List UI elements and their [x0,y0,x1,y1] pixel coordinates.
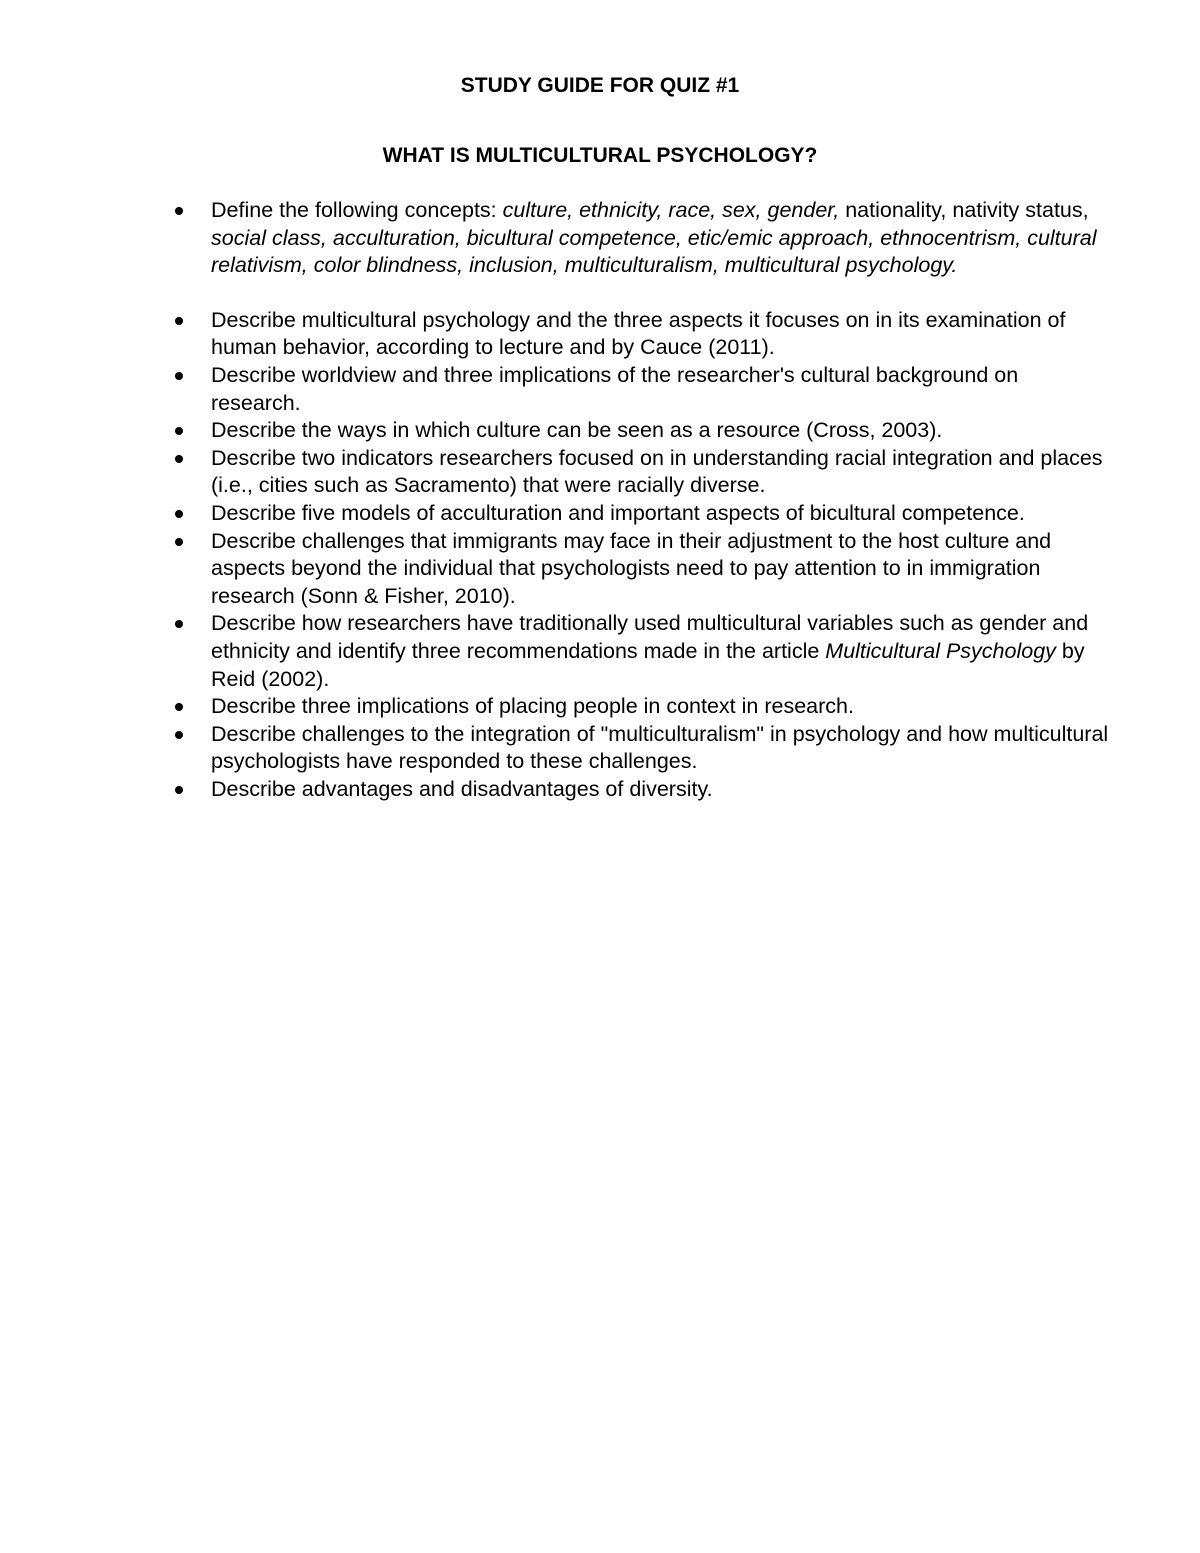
bullet-icon [175,317,183,325]
list-item: Describe challenges that immigrants may face in their adjustment to the host culture and aspects beyond the individual that psychologists need to pay attention to in immigration research (Sonn & Fisher, 2010). [0,528,1111,611]
list-item: Describe three implications of placing people in context in research. [0,693,1111,721]
list-item: Describe two indicators researchers focused on in understanding racial integration and places (i.e., cities such as Sacramento) that were racially diverse. [0,445,1111,500]
bullet-icon [175,510,183,518]
document-title: STUDY GUIDE FOR QUIZ #1 [460,74,740,97]
list-item: Describe challenges to the integration of "multiculturalism" in psychology and how multicultural psychologists have responded to these challenges. [0,721,1111,776]
bullet-icon [175,703,183,711]
bullet-icon [175,731,183,739]
list-item: Describe the ways in which culture can be seen as a resource (Cross, 2003). [0,417,1111,445]
bullet-icon [175,455,183,463]
list-item: Describe five models of acculturation and important aspects of bicultural competence. [0,500,1111,528]
list-item: Describe advantages and disadvantages of diversity. [0,776,1111,804]
bullet-icon [175,207,183,215]
bullet-icon [175,372,183,380]
list-item: Describe multicultural psychology and the three aspects it focuses on in its examination of human behavior, according to lecture and by Cauce (2011). [0,307,1111,362]
bullet-icon [175,538,183,546]
document-subtitle: WHAT IS MULTICULTURAL PSYCHOLOGY? [382,144,818,167]
list-item: Describe worldview and three implications of the researcher's cultural background on research. [0,362,1111,417]
bullet-icon [175,620,183,628]
bullet-icon [175,427,183,435]
study-question-list [0,197,1200,803]
bullet-icon [175,786,183,794]
list-item: Define the following concepts: culture, ethnicity, race, sex, gender, nationality, nativity status, social class, acculturation, bicultural competence, etic/emic approach, ethnocentrism, cultural relativism, color blindness, inclusion, multiculturalism, multicultural psychology. [0,197,1111,280]
list-item: Describe how researchers have traditionally used multicultural variables such as gender and ethnicity and identify three recommendations made in the article Multicultural Psychology by Reid (2002). [0,610,1111,693]
